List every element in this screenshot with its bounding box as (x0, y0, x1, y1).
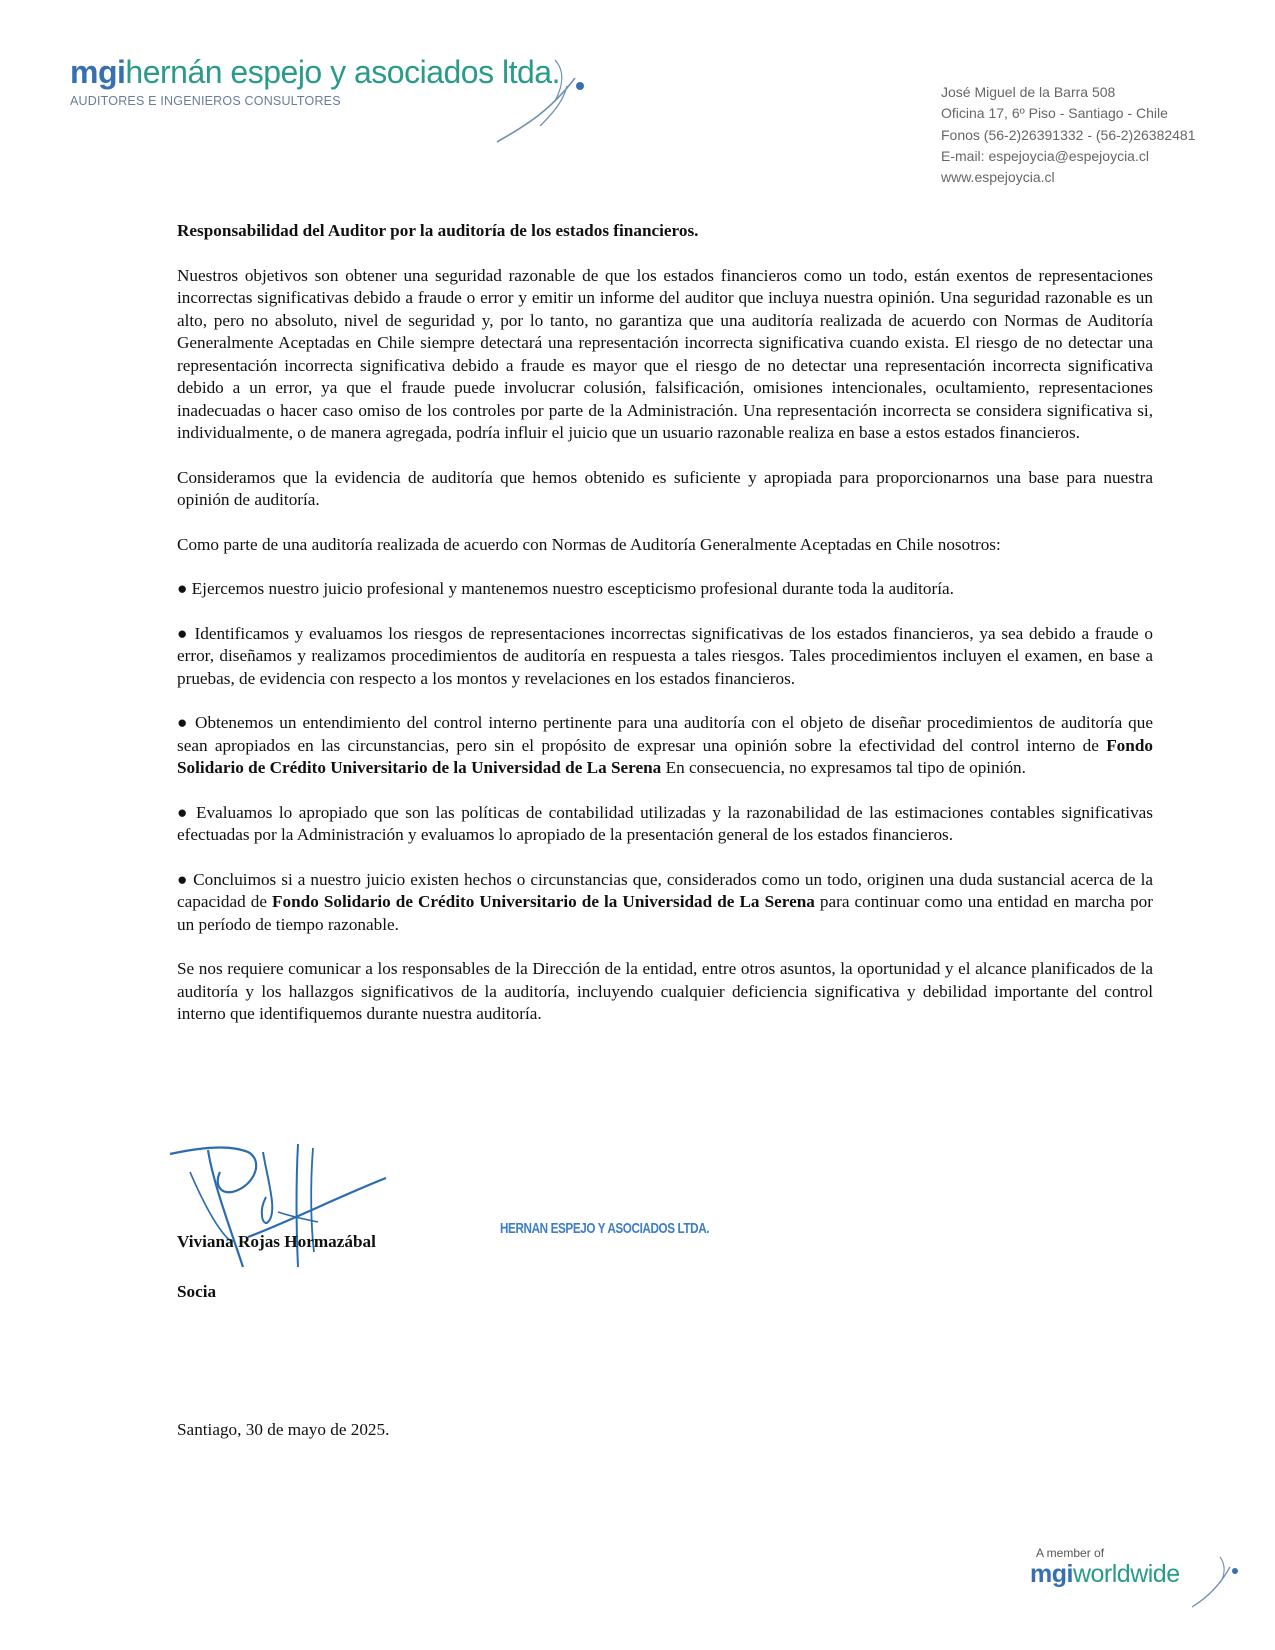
mgi-worldwide-logo (1030, 1546, 1180, 1589)
signatory-name: Viviana Rojas Hormazábal (177, 1232, 376, 1251)
bullet-accounting-policies: ● Evaluamos lo apropiado que son las políticas de contabilidad utilizadas y la razonabilidad de las estimaciones contables significativas efectuadas por la Administración y evaluamos lo apropiado de la presentación general de los estados financieros. (177, 802, 1153, 844)
logo-company-name: hernán espejo y asociados ltda. (125, 54, 560, 90)
letterhead-address (941, 82, 1196, 188)
paragraph-evidence: Consideramos que la evidencia de auditoría que hemos obtenido es suficiente y apropiada para proporcionarnos una base para nuestra opinión de auditoría. (177, 467, 1153, 509)
entity-name: Fondo Solidario de Crédito Universitario de la Universidad de La Serena (177, 735, 1153, 777)
address-line-office: Oficina 17, 6º Piso - Santiago - Chile (941, 105, 1168, 122)
letter-body (177, 220, 1153, 1026)
company-stamp: HERNAN ESPEJO Y ASOCIADOS LTDA. (500, 1220, 710, 1237)
address-line-website: www.espejoycia.cl (941, 169, 1055, 186)
address-line-email: E-mail: espejoycia@espejoycia.cl (941, 147, 1149, 164)
section-heading: Responsabilidad del Auditor por la auditoría de los estados financieros. (177, 221, 699, 240)
paragraph-communication: Se nos requiere comunicar a los responsables de la Dirección de la entidad, entre otros asuntos, la oportunidad y el alcance planificados de la auditoría y los hallazgos significativos de la auditoría, incluyendo cualquier deficiencia significativa y debilidad importante del control interno que identifiquemos durante nuestra auditoría. (177, 959, 1153, 1023)
bullet-internal-control (177, 712, 1153, 780)
member-of-label: A member of (1036, 1546, 1105, 1560)
bullet-internal-control-pre: ● Obtenemos un entendimiento del control interno pertinente para una auditoría con el objeto de diseñar procedimientos de auditoría que sean apropiados en las circunstancias, pero sin el propósito de expresar una opinión sobre la efectividad del control interno de (177, 713, 1153, 755)
place-and-date: Santiago, 30 de mayo de 2025. (177, 1420, 390, 1439)
bullet-internal-control-post: En consecuencia, no expresamos tal tipo de opinión. (661, 758, 1026, 777)
logo-swoosh-icon (495, 56, 595, 146)
bullet-professional-judgment: ● Ejercemos nuestro juicio profesional y mantenemos nuestro escepticismo profesional durante toda la auditoría. (177, 579, 954, 598)
footer-mgi: mgi (1030, 1560, 1073, 1588)
footer-worldwide: worldwide (1072, 1560, 1180, 1588)
bullet-identify-risks: ● Identificamos y evaluamos los riesgos de representaciones incorrectas significativas de los estados financieros, ya sea debido a fraude o error, diseñamos y realizamos procedimientos de auditoría en respuesta a tales riesgos. Tales procedimientos incluyen el examen, en base a pruebas, de evidencia con respecto a los montos y revelaciones en los estados financieros. (177, 623, 1153, 688)
paragraph-intro-list: Como parte de una auditoría realizada de acuerdo con Normas de Auditoría Generalmente Aceptadas en Chile nosotros: (177, 534, 1001, 554)
company-logo (70, 56, 560, 108)
address-line-street: José Miguel de la Barra 508 (941, 84, 1116, 100)
logo-tagline: AUDITORES E INGENIEROS CONSULTORES (70, 94, 341, 108)
bullet-going-concern-pre: ● Concluimos si a nuestro juicio existen hechos o circunstancias que, considerados como un todo, originen una duda sustancial acerca de la capacidad de (177, 869, 1153, 911)
entity-name: Fondo Solidario de Crédito Universitario de la Universidad de La Serena (272, 892, 815, 911)
footer-swoosh-icon (1190, 1555, 1245, 1610)
bullet-going-concern (177, 869, 1153, 937)
bullet-going-concern-post: para continuar como una entidad en marcha por un período de tiempo razonable. (177, 892, 1153, 934)
signatory-role: Socia (177, 1282, 217, 1301)
handwritten-signature (168, 1142, 398, 1277)
logo-wordmark (70, 56, 560, 88)
address-line-phones: Fonos (56-2)26391332 - (56-2)26382481 (941, 126, 1196, 143)
logo-mgi: mgi (70, 54, 126, 90)
paragraph-objectives: Nuestros objetivos son obtener una seguridad razonable de que los estados financieros como un todo, están exentos de representaciones incorrectas significativas debido a fraude o error y emitir un informe del auditor que incluya nuestra opinión. Una seguridad razonable es un alto, pero no absoluto, nivel de seguridad y, por lo tanto, no garantiza que una auditoría realizada de acuerdo con Normas de Auditoría Generalmente Aceptadas en Chile siempre detectará una representación incorrecta significativa cuando exista. El riesgo de no detectar una representación incorrecta significativa debido a fraude es mayor que el riesgo de no detectar una representación incorrecta significativa debido a un error, ya que el fraude puede involucrar colusión, falsificación, omisiones intencionales, ocultamiento, representaciones inadecuadas o hacer caso omiso de los controles por parte de la Administración. Una representación incorrecta se considera significativa si, individualmente, o de manera agregada, podría influir el juicio que un usuario razonable realiza en base a estos estados financieros. (177, 265, 1153, 442)
mgi-worldwide-wordmark (1030, 1560, 1180, 1589)
